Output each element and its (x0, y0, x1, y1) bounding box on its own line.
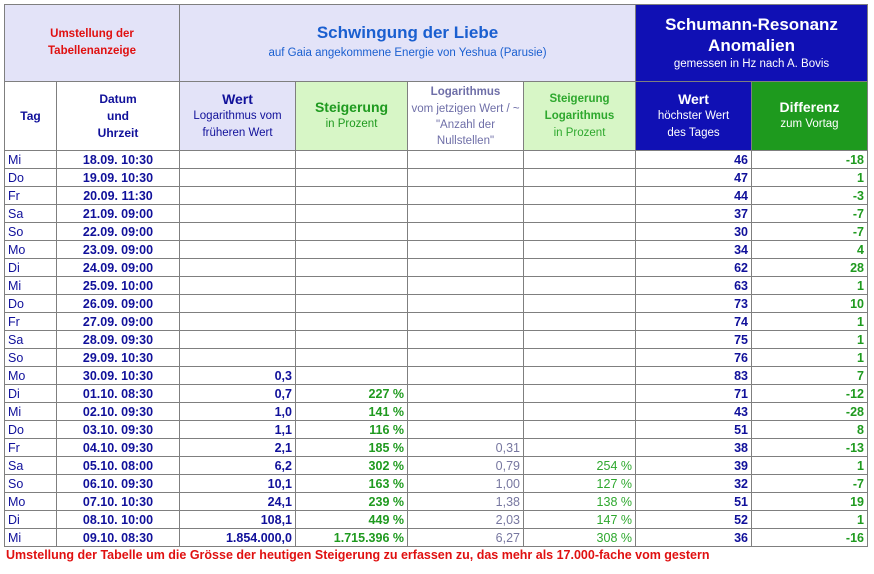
cell-hz-wert: 62 (636, 259, 752, 277)
cell-wert: 24,1 (180, 493, 296, 511)
cell-hz-wert: 76 (636, 349, 752, 367)
cell-steigerung: 163 % (296, 475, 408, 493)
cell-steigerung (296, 241, 408, 259)
cell-differenz: 4 (752, 241, 868, 259)
cell-wert (180, 259, 296, 277)
cell-steigerung: 239 % (296, 493, 408, 511)
col-header-steigerung: Steigerung in Prozent (296, 82, 408, 151)
cell-wert: 1.854.000,0 (180, 529, 296, 547)
cell-differenz: 1 (752, 349, 868, 367)
cell-hz-wert: 30 (636, 223, 752, 241)
cell-differenz: 8 (752, 421, 868, 439)
cell-wert (180, 295, 296, 313)
cell-datum: 01.10. 08:30 (57, 385, 180, 403)
cell-steigerung (296, 277, 408, 295)
cell-logarithmus (408, 151, 524, 169)
cell-hz-wert: 44 (636, 187, 752, 205)
cell-logarithmus: 6,27 (408, 529, 524, 547)
cell-steigerung-log: 138 % (524, 493, 636, 511)
table-row (5, 367, 868, 385)
cell-tag: Di (5, 259, 57, 277)
toggle-table-view-button[interactable] (5, 5, 180, 82)
cell-hz-wert: 51 (636, 493, 752, 511)
cell-hz-wert: 71 (636, 385, 752, 403)
table-row (5, 403, 868, 421)
cell-logarithmus (408, 259, 524, 277)
col-header-differenz: Differenz zum Vortag (752, 82, 868, 151)
cell-steigerung-log (524, 421, 636, 439)
cell-steigerung: 116 % (296, 421, 408, 439)
cell-tag: Mi (5, 151, 57, 169)
cell-differenz: 1 (752, 169, 868, 187)
cell-differenz: 28 (752, 259, 868, 277)
cell-wert (180, 277, 296, 295)
table-row (5, 187, 868, 205)
cell-wert: 0,3 (180, 367, 296, 385)
cell-hz-wert: 46 (636, 151, 752, 169)
cell-tag: So (5, 349, 57, 367)
cell-datum: 24.09. 09:00 (57, 259, 180, 277)
cell-steigerung (296, 313, 408, 331)
cell-datum: 27.09. 09:00 (57, 313, 180, 331)
cell-differenz: 10 (752, 295, 868, 313)
col-header-hz-wert: Wert höchster Wert des Tages (636, 82, 752, 151)
cell-logarithmus (408, 403, 524, 421)
schumann-subtitle: gemessen in Hz nach A. Bovis (673, 57, 830, 70)
cell-wert: 1,0 (180, 403, 296, 421)
table-row (5, 331, 868, 349)
cell-steigerung: 141 % (296, 403, 408, 421)
table-row (5, 205, 868, 223)
cell-tag: So (5, 223, 57, 241)
cell-hz-wert: 36 (636, 529, 752, 547)
cell-datum: 23.09. 09:00 (57, 241, 180, 259)
cell-steigerung-log (524, 385, 636, 403)
cell-steigerung-log (524, 151, 636, 169)
cell-wert: 6,2 (180, 457, 296, 475)
table-row (5, 511, 868, 529)
cell-differenz: -7 (752, 205, 868, 223)
cell-tag: Do (5, 421, 57, 439)
table-row (5, 277, 868, 295)
cell-hz-wert: 43 (636, 403, 752, 421)
cell-logarithmus (408, 241, 524, 259)
cell-wert (180, 187, 296, 205)
schumann-header (636, 5, 868, 82)
cell-hz-wert: 75 (636, 331, 752, 349)
cell-steigerung-log (524, 223, 636, 241)
cell-steigerung (296, 187, 408, 205)
cell-datum: 18.09. 10:30 (57, 151, 180, 169)
cell-wert (180, 241, 296, 259)
cell-tag: Mi (5, 403, 57, 421)
cell-tag: Sa (5, 205, 57, 223)
cell-datum: 19.09. 10:30 (57, 169, 180, 187)
cell-hz-wert: 83 (636, 367, 752, 385)
cell-steigerung-log (524, 331, 636, 349)
col-header-tag: Tag (5, 82, 57, 151)
cell-tag: Di (5, 511, 57, 529)
cell-tag: Mo (5, 241, 57, 259)
cell-logarithmus (408, 331, 524, 349)
cell-steigerung (296, 205, 408, 223)
cell-steigerung-log (524, 277, 636, 295)
cell-logarithmus (408, 169, 524, 187)
cell-steigerung-log (524, 295, 636, 313)
cell-steigerung-log (524, 313, 636, 331)
cell-steigerung-log (524, 367, 636, 385)
footer-note: Umstellung der Tabelle um die Grösse der heutigen Steigerung zu erfassen zu, das mehr als 17.000-fache vom gestern (6, 548, 710, 562)
schumann-title: Schumann-Resonanz Anomalien (665, 14, 838, 55)
table-row (5, 223, 868, 241)
table-row (5, 529, 868, 547)
cell-steigerung: 302 % (296, 457, 408, 475)
table-row (5, 169, 868, 187)
cell-datum: 09.10. 08:30 (57, 529, 180, 547)
cell-datum: 22.09. 09:00 (57, 223, 180, 241)
cell-differenz: 19 (752, 493, 868, 511)
cell-hz-wert: 39 (636, 457, 752, 475)
cell-differenz: 1 (752, 331, 868, 349)
cell-hz-wert: 63 (636, 277, 752, 295)
cell-logarithmus (408, 421, 524, 439)
cell-wert: 1,1 (180, 421, 296, 439)
cell-logarithmus (408, 295, 524, 313)
cell-logarithmus (408, 349, 524, 367)
table-row (5, 241, 868, 259)
cell-differenz: -7 (752, 475, 868, 493)
col-header-wert: Wert Logarithmus vom früheren Wert (180, 82, 296, 151)
cell-differenz: -18 (752, 151, 868, 169)
cell-logarithmus (408, 223, 524, 241)
cell-tag: Mo (5, 367, 57, 385)
cell-datum: 29.09. 10:30 (57, 349, 180, 367)
cell-tag: Mo (5, 493, 57, 511)
cell-tag: Mi (5, 529, 57, 547)
cell-hz-wert: 52 (636, 511, 752, 529)
table-row (5, 349, 868, 367)
col-header-logarithmus: Logarithmus vom jetzigen Wert / ~ "Anzahl der Nullstellen" (408, 82, 524, 151)
cell-steigerung (296, 367, 408, 385)
cell-steigerung (296, 331, 408, 349)
cell-wert (180, 169, 296, 187)
cell-steigerung: 449 % (296, 511, 408, 529)
cell-differenz: 1 (752, 457, 868, 475)
cell-datum: 26.09. 09:00 (57, 295, 180, 313)
cell-logarithmus (408, 367, 524, 385)
table-row (5, 439, 868, 457)
cell-differenz: -12 (752, 385, 868, 403)
cell-wert: 108,1 (180, 511, 296, 529)
cell-hz-wert: 34 (636, 241, 752, 259)
table-row (5, 259, 868, 277)
page-title: Schwingung der Liebe (316, 23, 499, 42)
page-subtitle: auf Gaia angekommene Energie von Yeshua (Parusie) (268, 47, 547, 59)
cell-steigerung-log (524, 241, 636, 259)
cell-hz-wert: 37 (636, 205, 752, 223)
cell-datum: 21.09. 09:00 (57, 205, 180, 223)
cell-tag: Sa (5, 331, 57, 349)
cell-steigerung-log: 127 % (524, 475, 636, 493)
cell-differenz: 1 (752, 511, 868, 529)
col-header-datum: Datum und Uhrzeit (57, 82, 180, 151)
cell-logarithmus: 1,00 (408, 475, 524, 493)
cell-steigerung (296, 295, 408, 313)
cell-steigerung: 185 % (296, 439, 408, 457)
cell-wert (180, 205, 296, 223)
table-row (5, 151, 868, 169)
cell-wert (180, 331, 296, 349)
cell-datum: 06.10. 09:30 (57, 475, 180, 493)
cell-logarithmus (408, 313, 524, 331)
cell-steigerung: 1.715.396 % (296, 529, 408, 547)
cell-steigerung-log: 254 % (524, 457, 636, 475)
cell-steigerung (296, 151, 408, 169)
toggle-label: Umstellung der Tabellenanzeige (48, 28, 136, 57)
cell-logarithmus: 0,31 (408, 439, 524, 457)
cell-datum: 28.09. 09:30 (57, 331, 180, 349)
cell-wert: 10,1 (180, 475, 296, 493)
data-table (4, 4, 868, 547)
cell-datum: 30.09. 10:30 (57, 367, 180, 385)
cell-logarithmus: 0,79 (408, 457, 524, 475)
table-row (5, 421, 868, 439)
cell-wert: 2,1 (180, 439, 296, 457)
cell-tag: Mi (5, 277, 57, 295)
cell-logarithmus (408, 385, 524, 403)
cell-steigerung-log (524, 439, 636, 457)
cell-differenz: -13 (752, 439, 868, 457)
cell-steigerung (296, 259, 408, 277)
cell-datum: 02.10. 09:30 (57, 403, 180, 421)
cell-steigerung (296, 169, 408, 187)
cell-steigerung-log (524, 349, 636, 367)
cell-tag: Fr (5, 439, 57, 457)
cell-steigerung (296, 223, 408, 241)
cell-logarithmus (408, 187, 524, 205)
cell-datum: 05.10. 08:00 (57, 457, 180, 475)
cell-datum: 03.10. 09:30 (57, 421, 180, 439)
cell-steigerung (296, 349, 408, 367)
cell-hz-wert: 73 (636, 295, 752, 313)
cell-tag: Fr (5, 313, 57, 331)
col-header-steigerung-log: Steigerung Logarithmus in Prozent (524, 82, 636, 151)
cell-differenz: -28 (752, 403, 868, 421)
cell-hz-wert: 32 (636, 475, 752, 493)
table-row (5, 295, 868, 313)
table-row (5, 475, 868, 493)
cell-logarithmus (408, 205, 524, 223)
cell-hz-wert: 38 (636, 439, 752, 457)
cell-steigerung-log (524, 187, 636, 205)
cell-wert (180, 349, 296, 367)
table-row (5, 313, 868, 331)
cell-datum: 04.10. 09:30 (57, 439, 180, 457)
cell-steigerung-log: 308 % (524, 529, 636, 547)
cell-datum: 25.09. 10:00 (57, 277, 180, 295)
cell-tag: Di (5, 385, 57, 403)
cell-hz-wert: 51 (636, 421, 752, 439)
cell-steigerung-log (524, 403, 636, 421)
cell-wert: 0,7 (180, 385, 296, 403)
cell-datum: 08.10. 10:00 (57, 511, 180, 529)
cell-logarithmus (408, 277, 524, 295)
cell-logarithmus: 1,38 (408, 493, 524, 511)
cell-tag: So (5, 475, 57, 493)
cell-logarithmus: 2,03 (408, 511, 524, 529)
table-row (5, 385, 868, 403)
cell-steigerung-log (524, 259, 636, 277)
cell-differenz: -16 (752, 529, 868, 547)
cell-hz-wert: 74 (636, 313, 752, 331)
cell-wert (180, 313, 296, 331)
title-cell (180, 5, 636, 82)
cell-tag: Sa (5, 457, 57, 475)
cell-datum: 20.09. 11:30 (57, 187, 180, 205)
cell-differenz: 7 (752, 367, 868, 385)
cell-steigerung-log (524, 205, 636, 223)
cell-datum: 07.10. 10:30 (57, 493, 180, 511)
cell-steigerung: 227 % (296, 385, 408, 403)
table-row (5, 493, 868, 511)
cell-steigerung-log: 147 % (524, 511, 636, 529)
cell-differenz: 1 (752, 313, 868, 331)
cell-wert (180, 223, 296, 241)
cell-differenz: -3 (752, 187, 868, 205)
cell-differenz: -7 (752, 223, 868, 241)
cell-differenz: 1 (752, 277, 868, 295)
cell-steigerung-log (524, 169, 636, 187)
cell-hz-wert: 47 (636, 169, 752, 187)
cell-wert (180, 151, 296, 169)
table-row (5, 457, 868, 475)
cell-tag: Do (5, 295, 57, 313)
cell-tag: Fr (5, 187, 57, 205)
cell-tag: Do (5, 169, 57, 187)
